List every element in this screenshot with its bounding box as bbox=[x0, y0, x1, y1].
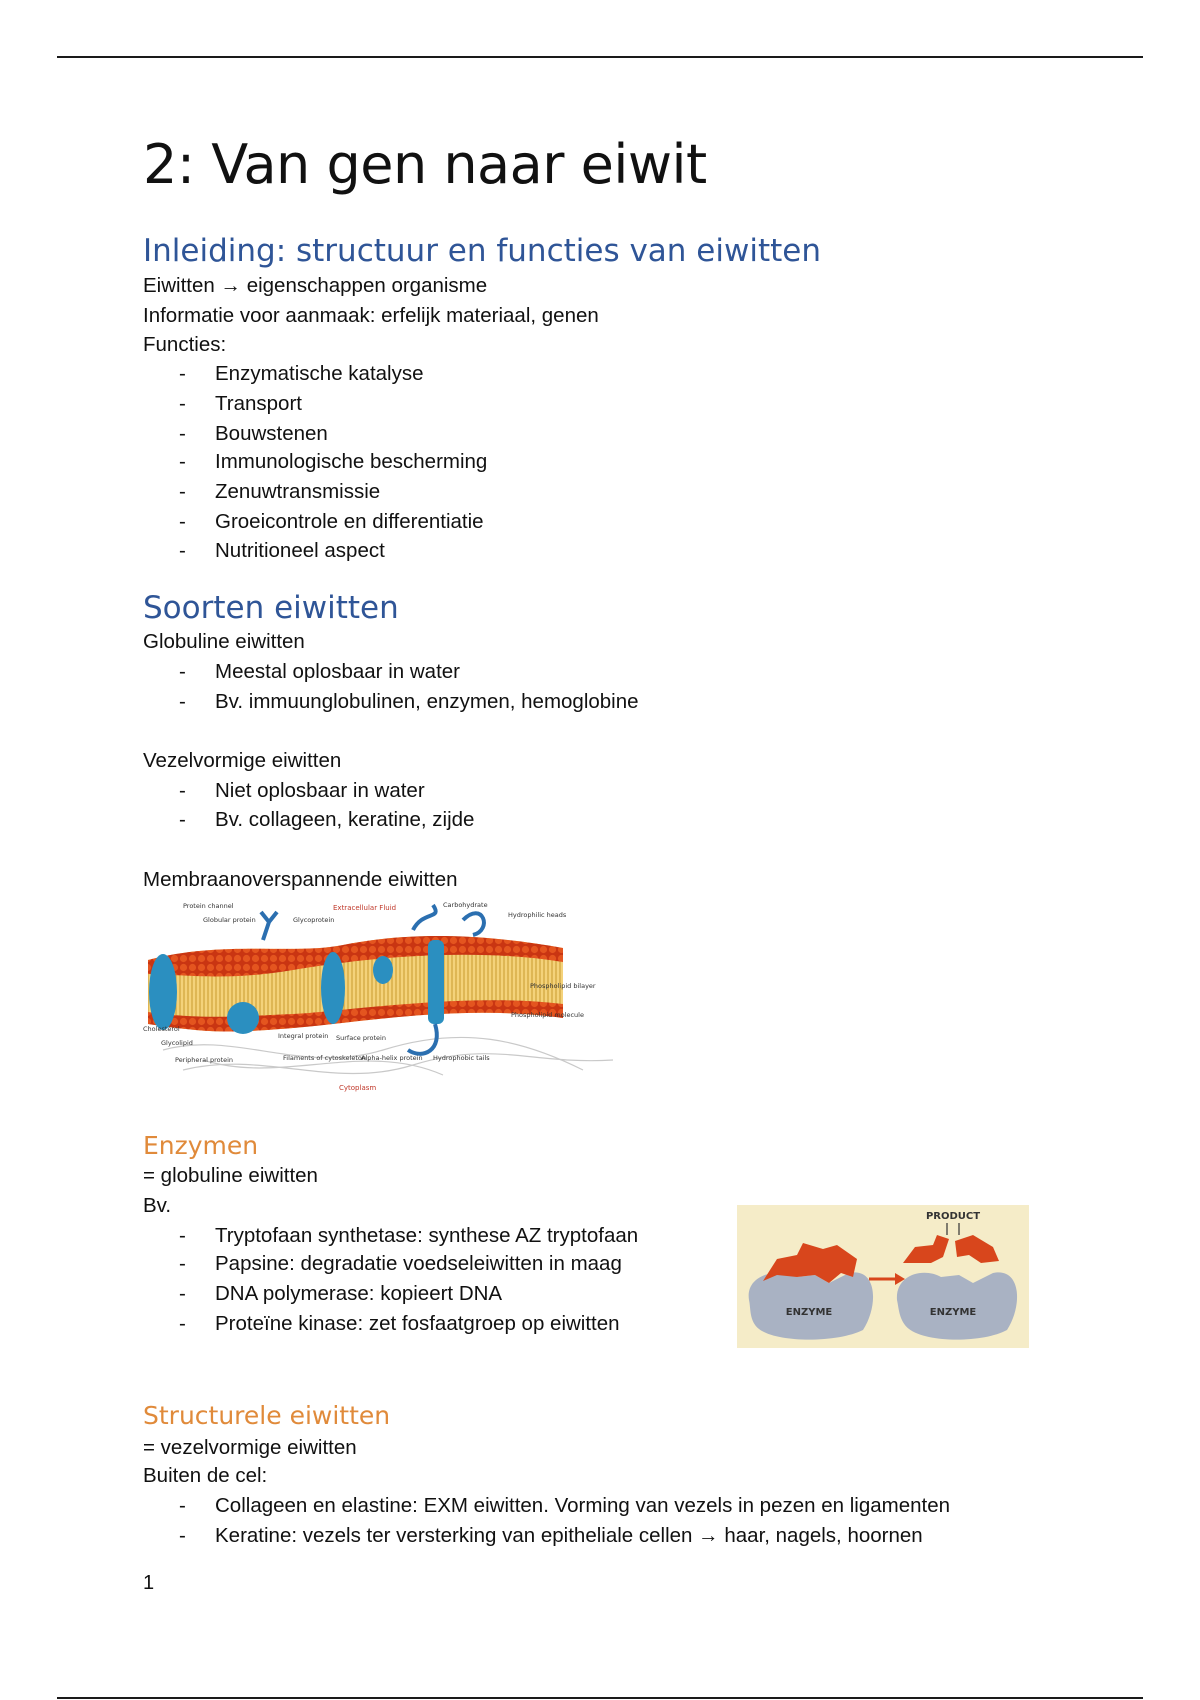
label-alpha-helix: Alpha-helix protein bbox=[361, 1054, 423, 1062]
intro-line-1: Eiwitten → eigenschappen organisme bbox=[143, 274, 488, 297]
list-item: - Collageen en elastine: EXM eiwitten. Vorming van vezels in pezen en ligamenten bbox=[179, 1494, 951, 1517]
label-phospholipid-molecule: Phospholipid molecule bbox=[511, 1011, 584, 1019]
list-item: - Bv. collageen, keratine, zijde bbox=[179, 808, 475, 831]
list-item: - DNA polymerase: kopieert DNA bbox=[179, 1282, 503, 1305]
list-item: - Enzymatische katalyse bbox=[179, 362, 424, 385]
label-integral-protein: Integral protein bbox=[278, 1032, 329, 1040]
arrow-right-icon: → bbox=[220, 274, 241, 297]
membraan-label: Membraanoverspannende eiwitten bbox=[143, 868, 458, 891]
heading-structurele: Structurele eiwitten bbox=[143, 1401, 391, 1430]
list-item: - Bouwstenen bbox=[179, 422, 328, 445]
heading-enzymen: Enzymen bbox=[143, 1131, 259, 1160]
enzyme-right-shape bbox=[897, 1272, 1017, 1339]
label-phospholipid-bilayer: Phospholipid bilayer bbox=[530, 982, 596, 990]
label-peripheral-protein: Peripheral protein bbox=[175, 1056, 234, 1064]
list-item: - Immunologische bescherming bbox=[179, 450, 488, 473]
list-item: - Keratine: vezels ter versterking van epitheliale cellen → haar, nagels, hoornen bbox=[179, 1524, 923, 1547]
structureel-line-2: Buiten de cel: bbox=[143, 1464, 268, 1487]
label-carbohydrate: Carbohydrate bbox=[443, 901, 488, 909]
globuline-label: Globuline eiwitten bbox=[143, 630, 305, 653]
list-item: - Papsine: degradatie voedseleiwitten in maag bbox=[179, 1252, 622, 1275]
label-filaments: Filaments of cytoskeleton bbox=[283, 1054, 366, 1062]
list-item: - Proteïne kinase: zet fosfaatgroep op eiwitten bbox=[179, 1312, 620, 1335]
label-cholesterol: Cholesterol bbox=[143, 1025, 180, 1033]
heading-soorten: Soorten eiwitten bbox=[143, 590, 399, 626]
label-hydrophilic-heads: Hydrophilic heads bbox=[508, 911, 567, 919]
label-glycoprotein: Glycoprotein bbox=[293, 916, 335, 924]
list-item: - Tryptofaan synthetase: synthese AZ tryptofaan bbox=[179, 1224, 639, 1247]
label-surface-protein: Surface protein bbox=[336, 1034, 386, 1042]
list-item: - Zenuwtransmissie bbox=[179, 480, 381, 503]
enzyme-left-shape bbox=[749, 1272, 873, 1339]
label-globular-protein: Globular protein bbox=[203, 916, 256, 924]
list-item: - Niet oplosbaar in water bbox=[179, 779, 425, 802]
enzyme-product-diagram bbox=[737, 1205, 1029, 1348]
list-item: - Groeicontrole en differentiatie bbox=[179, 510, 484, 533]
label-product: PRODUCT bbox=[925, 1211, 981, 1222]
intro-line-3: Functies: bbox=[143, 333, 227, 356]
page-title: 2: Van gen naar eiwit bbox=[143, 133, 707, 196]
structureel-line-1: = vezelvormige eiwitten bbox=[143, 1436, 357, 1459]
list-item: - Transport bbox=[179, 392, 302, 415]
label-protein-channel: Protein channel bbox=[183, 902, 234, 910]
label-extracellular: Extracellular Fluid bbox=[333, 904, 397, 912]
label-hydrophobic-tails: Hydrophobic tails bbox=[433, 1054, 490, 1062]
heading-inleiding: Inleiding: structuur en functies van eiwitten bbox=[143, 233, 821, 269]
label-glycolipid: Glycolipid bbox=[161, 1039, 193, 1047]
vezel-label: Vezelvormige eiwitten bbox=[143, 749, 342, 772]
arrow-right-icon: → bbox=[698, 1524, 719, 1547]
cell-membrane-diagram bbox=[143, 900, 633, 1096]
list-item: - Bv. immuunglobulinen, enzymen, hemoglobine bbox=[179, 690, 639, 713]
page-number: 1 bbox=[143, 1572, 155, 1594]
label-enzyme-left: ENZYME bbox=[785, 1307, 833, 1318]
enzymen-line-2: Bv. bbox=[143, 1194, 172, 1217]
header-rule bbox=[57, 56, 1143, 58]
list-item: - Meestal oplosbaar in water bbox=[179, 660, 460, 683]
footer-rule bbox=[57, 1697, 1143, 1699]
list-item: - Nutritioneel aspect bbox=[179, 539, 385, 562]
label-enzyme-right: ENZYME bbox=[929, 1307, 977, 1318]
enzymen-line-1: = globuline eiwitten bbox=[143, 1164, 318, 1187]
label-cytoplasm: Cytoplasm bbox=[339, 1084, 377, 1092]
intro-line-2: Informatie voor aanmaak: erfelijk materiaal, genen bbox=[143, 304, 599, 327]
